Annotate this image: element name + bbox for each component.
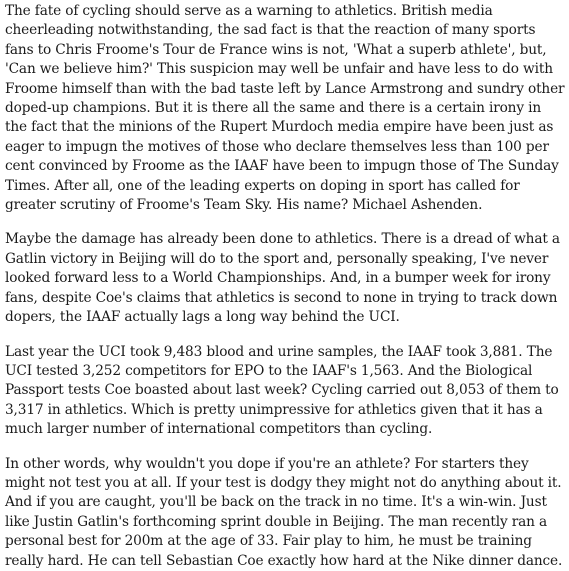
paragraph-2: Maybe the damage has already been done to athletics. There is a dread of what a Gatlin victory in Beijing will do to the sport and, personally speaking, I've never looked forward less to a World Championships. And, in a bumper week for irony fans, despite Coe's claims that athletics is second to none in trying to track down dopers, the IAAF actually lags a long way behind the UCI. <box>5 231 560 326</box>
paragraph-1: The fate of cycling should serve as a warning to athletics. British media cheerleading notwithstanding, the sad fact is that the reaction of many sports fans to Chris Froome's Tour de France wins is not, 'What a superb athlete', but, 'Can we believe him?' This suspicion may well be unfair and have less to do with Froome himself than with the bad taste left by Lance Armstrong and sundry other doped-up champions. But it is there all the same and there is a certain irony in the fact that the minions of the Rupert Murdoch media empire have been just as eager to impugn the motives of those who declare themselves less than 100 per cent convinced by Froome as the IAAF have been to impugn those of The Sunday Times. After all, one of the leading experts on doping in sport has called for greater scrutiny of Froome's Team Sky. His name? Michael Ashenden. <box>5 3 565 214</box>
paragraph-3: Last year the UCI took 9,483 blood and urine samples, the IAAF took 3,881. The UCI tested 3,252 competitors for EPO to the IAAF's 1,563. And the Biological Passport tests Coe boasted about last week? Cycling carried out 8,053 of them to 3,317 in athletics. Which is pretty unimpressive for athletics given that it has a much larger number of international competitors than cycling. <box>5 343 559 438</box>
paragraph-4: In other words, why wouldn't you dope if you're an athlete? For starters they might not test you at all. If your test is dodgy they might not do anything about it. And if you are caught, you'll be back on the track in no time. It's a win-win. Just like Justin Gatlin's forthcoming sprint double in Beijing. The man recently ran a personal best for 200m at the age of 33. Fair play to him, he must be training really hard. He can tell Sebastian Coe exactly how hard at the Nike dinner dance. <box>5 455 563 569</box>
